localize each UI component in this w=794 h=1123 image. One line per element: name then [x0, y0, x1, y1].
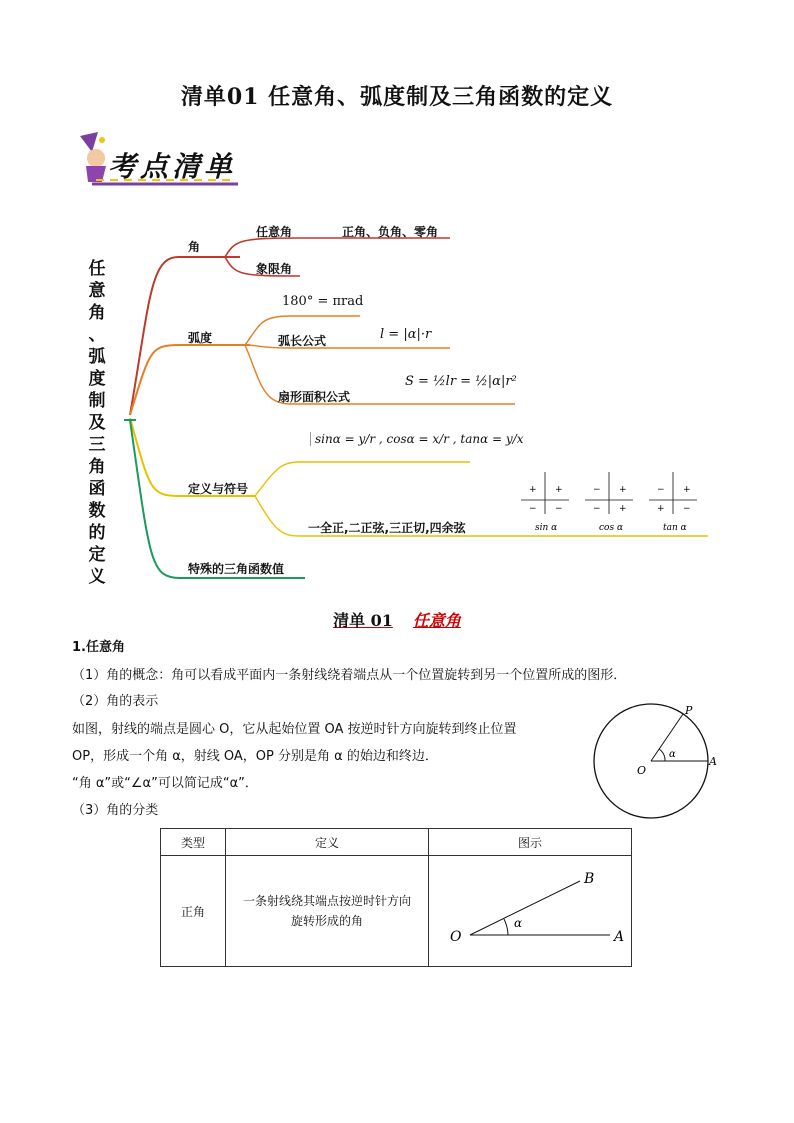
- root-char: 义: [88, 567, 106, 587]
- sign-q1: +: [683, 485, 691, 495]
- row-definition: 一条射线绕其端点按逆时针方向旋转形成的角: [226, 856, 429, 967]
- para-classification: （3）角的分类: [72, 803, 159, 818]
- sign-q3: −: [529, 504, 537, 514]
- label-alpha: α: [514, 915, 523, 930]
- angle-classification-table: [160, 828, 632, 967]
- heading-any-angle: 1.任意角: [72, 640, 125, 655]
- root-char: 函: [88, 479, 106, 499]
- positive-angle-figure: [430, 865, 630, 955]
- root-char: 数: [88, 501, 106, 521]
- label-A: A: [709, 755, 717, 768]
- root-char: 任: [88, 259, 106, 279]
- table-header: 类型: [161, 829, 226, 856]
- table-header: 图示: [429, 829, 632, 856]
- sign-q3: −: [593, 504, 601, 514]
- node-angle-types: 正角、负角、零角: [342, 225, 439, 239]
- root-char: 意: [88, 281, 106, 301]
- root-char: 角: [88, 457, 106, 477]
- section-heading: [0, 608, 794, 631]
- sign-label: cos α: [599, 523, 624, 533]
- node-quadrant-angle: 象限角: [256, 262, 293, 276]
- para-concept: （1）角的概念：角可以看成平面内一条射线绕着端点从一个位置旋转到另一个位置所成的图形．: [72, 668, 627, 683]
- table-header: 定义: [226, 829, 429, 856]
- sector-area-formula: S = ½lr = ½|α|r²: [405, 374, 517, 389]
- sign-q4: −: [555, 504, 563, 514]
- sign-q4: +: [619, 504, 627, 514]
- para-figure-desc: 如图，射线的端点是圆心 O，它从起始位置 OA 按逆时针方向旋转到终止位置: [72, 722, 517, 737]
- label-B: B: [584, 870, 595, 887]
- sign-label: tan α: [663, 523, 687, 533]
- root-char: 、: [88, 325, 106, 345]
- root-char: 三: [88, 435, 106, 455]
- root-char: 角: [88, 303, 106, 323]
- sign-chart: [649, 472, 697, 533]
- label-A: A: [614, 928, 625, 945]
- sign-q4: −: [683, 504, 691, 514]
- sign-chart: [521, 472, 569, 533]
- page-title: 清单01 任意角、弧度制及三角函数的定义: [180, 84, 614, 110]
- label-P: P: [685, 704, 693, 717]
- root-char: 度: [88, 369, 106, 389]
- para-representation: （2）角的表示: [72, 694, 159, 709]
- sign-q3: +: [657, 504, 665, 514]
- sign-q2: +: [529, 485, 537, 495]
- table-row: [161, 856, 632, 967]
- node-sector-area: 扇形面积公式: [278, 390, 351, 404]
- node-radian: 弧度: [188, 331, 213, 345]
- label-O: O: [637, 764, 647, 777]
- root-char: 制: [88, 391, 106, 411]
- badge-text: 考点清单: [108, 150, 237, 183]
- sign-label: sin α: [535, 523, 558, 533]
- root-char: 及: [88, 413, 106, 433]
- sign-chart: [585, 472, 633, 533]
- row-type: 正角: [161, 856, 226, 967]
- para-notation: “角 α”或“∠α”可以简记成“α”．: [72, 776, 258, 791]
- node-any-angle: 任意角: [256, 225, 293, 239]
- label-alpha: α: [669, 749, 676, 760]
- node-special-values: 特殊的三角函数值: [188, 562, 285, 576]
- sign-q1: +: [555, 485, 563, 495]
- branch-radian: [130, 345, 250, 415]
- sign-q2: −: [657, 485, 665, 495]
- node-arc-length: 弧长公式: [278, 334, 327, 348]
- sign-charts: [515, 465, 715, 535]
- definition-formula: sinα = y/r , cosα = x/r , tanα = y/x: [310, 432, 523, 446]
- sign-q2: −: [593, 485, 601, 495]
- node-angle: 角: [188, 240, 201, 254]
- root-char: 弧: [88, 347, 106, 367]
- branch-special: [130, 420, 305, 578]
- root-char: 定: [88, 545, 106, 565]
- section-name: 任意角: [412, 611, 461, 630]
- arc-length-formula: l = |α|·r: [380, 327, 432, 342]
- circle-figure: [585, 700, 725, 825]
- node-signs: 一全正,二正弦,三正切,四余弦: [308, 521, 466, 535]
- branch-angle: [130, 257, 240, 415]
- para-figure-desc-2: OP，形成一个角 α，射线 OA，OP 分别是角 α 的始边和终边．: [72, 749, 438, 764]
- root-char: 的: [88, 523, 106, 543]
- sign-q1: +: [619, 485, 627, 495]
- section-number: 清单 01: [333, 611, 393, 630]
- row-figure: [429, 856, 632, 967]
- node-definition: 定义与符号: [188, 482, 249, 496]
- label-O: O: [450, 928, 462, 945]
- radian-conversion: 180° = πrad: [282, 294, 364, 309]
